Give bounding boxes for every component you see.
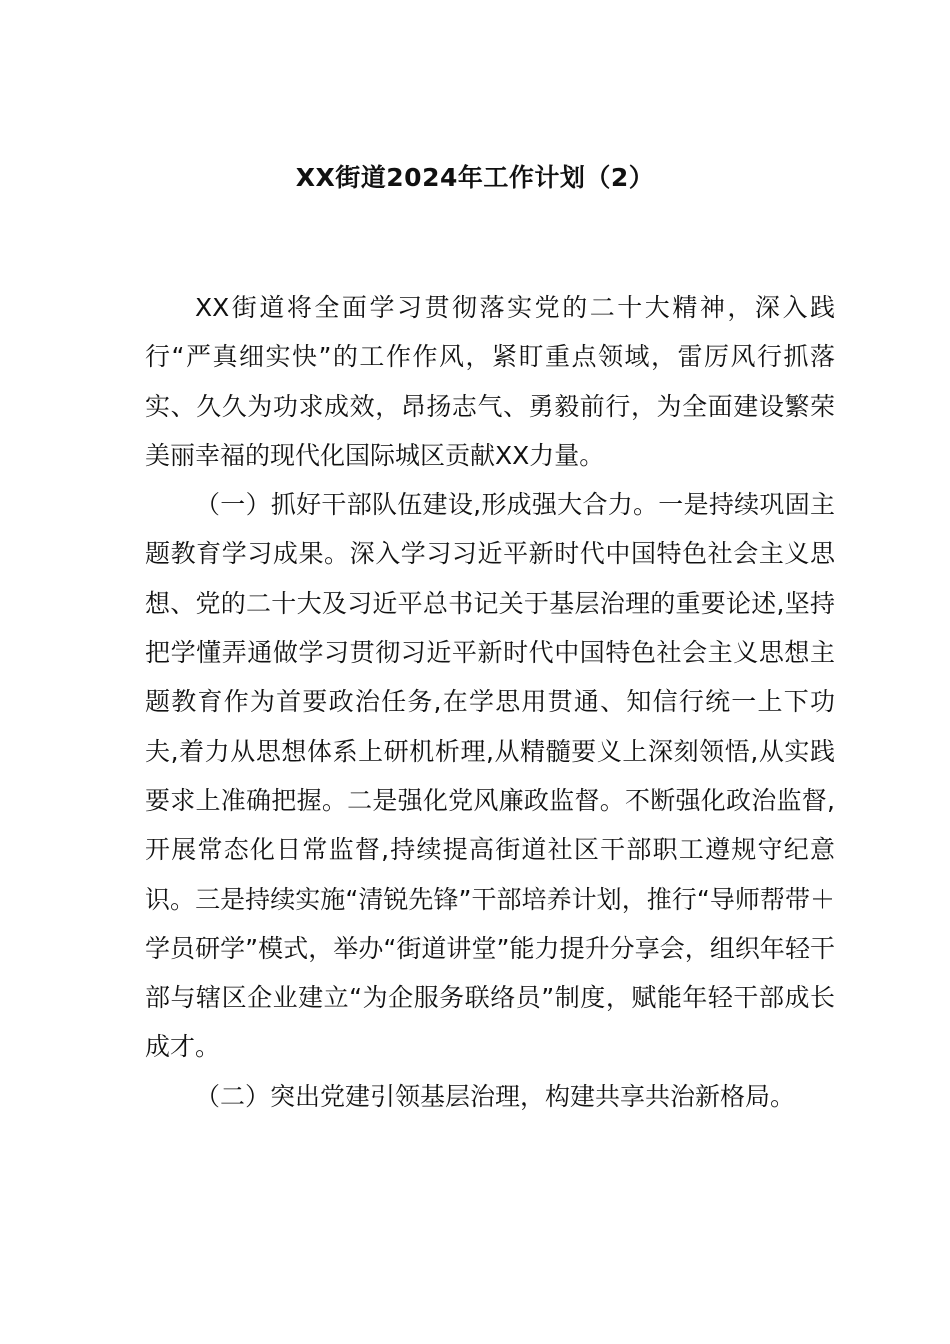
paragraph-section-1: （一）抓好干部队伍建设,形成强大合力。一是持续巩固主题教育学习成果。深入学习习近平新时代中国特色社会主义思想、党的二十大及习近平总书记关于基层治理的重要论述,坚持把学懂弄通做学习贯彻习近平新时代中国特色社会主义思想主题教育作为首要政治任务,在学思用贯通、知信行统一上下功夫,着力从思想体系上研机析理,从精髓要义上深刻领悟,从实践要求上准确把握。二是强化党风廉政监督。不断强化政治监督,开展常态化日常监督,持续提高街道社区干部职工遵规守纪意识。三是持续实施“清锐先锋”干部培养计划，推行“导师帮带＋学员研学”模式，举办“街道讲堂”能力提升分享会，组织年轻干部与辖区企业建立“为企服务联络员”制度，赋能年轻干部成长成才。: [145, 490, 835, 1062]
document-body: [145, 283, 835, 1121]
paragraph-intro: XX街道将全面学习贯彻落实党的二十大精神，深入践行“严真细实快”的工作作风，紧盯重点领域，雷厉风行抓落实、久久为功求成效，昂扬志气、勇毅前行，为全面建设繁荣美丽幸福的现代化国际城区贡献XX力量。: [145, 293, 835, 470]
paragraph-section-2: （二）突出党建引领基层治理，构建共享共治新格局。: [195, 1081, 796, 1111]
document-title: XX街道2024年工作计划（2）: [295, 163, 655, 192]
